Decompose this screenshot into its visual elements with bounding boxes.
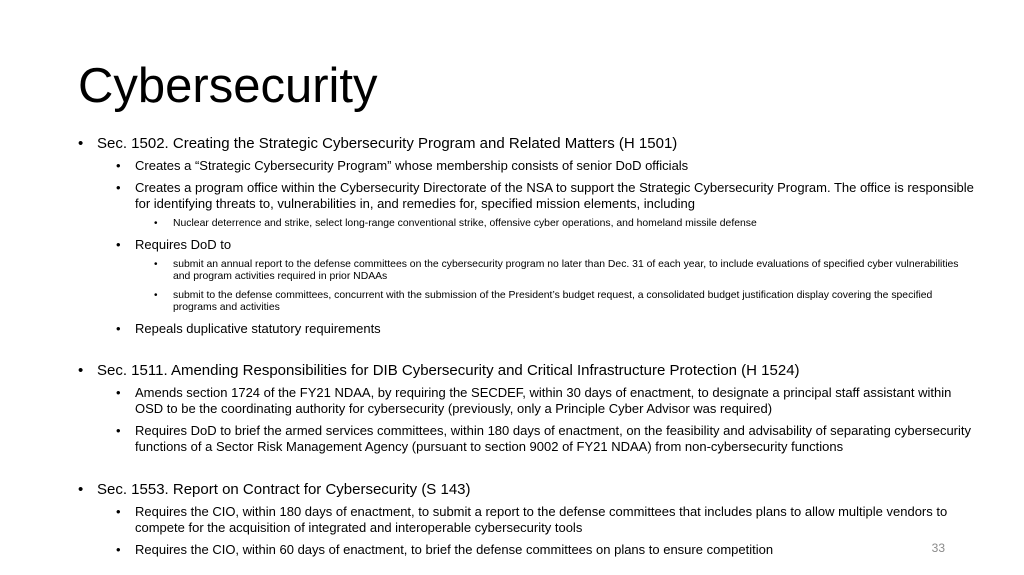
list-item-text: Requires the CIO, within 60 days of enactment, to brief the defense committees on plans to ensure competition (135, 542, 774, 557)
list-item-text: Creates a program office within the Cybersecurity Directorate of the NSA to support the Strategic Cybersecurity Program. The office is responsible for identifying threats to, vulnerabilities in, and remedies for, specified mission elements, including (135, 180, 974, 211)
bullet-icon: • (154, 290, 158, 301)
spacer (78, 343, 978, 361)
list-item (116, 180, 978, 212)
sub-list-item-text: Nuclear deterrence and strike, select long-range conventional strike, offensive cyber operations, and homeland missile defense (173, 218, 757, 229)
section-heading-text: Sec. 1511. Amending Responsibilities for DIB Cybersecurity and Critical Infrastructure Protection (H 1524) (97, 362, 800, 379)
list-item-text: Creates a “Strategic Cybersecurity Program” whose membership consists of senior DoD officials (135, 158, 689, 173)
bullet-icon: • (116, 385, 121, 400)
section-heading-text: Sec. 1553. Report on Contract for Cybersecurity (S 143) (97, 481, 471, 498)
bullet-icon: • (78, 135, 84, 152)
list-item-text: Amends section 1724 of the FY21 NDAA, by requiring the SECDEF, within 30 days of enactment, to designate a principal staff assistant within OSD to be the coordinating authority for cybersecurity (previously, only a Principle Cyber Advisor was required) (135, 385, 952, 416)
bullet-icon: • (116, 504, 121, 519)
list-item (116, 237, 978, 253)
bullet-icon: • (116, 423, 121, 438)
section-heading (78, 361, 978, 380)
page-number: 33 (931, 541, 945, 555)
bullet-icon: • (116, 321, 121, 336)
list-item-text: Repeals duplicative statutory requirements (135, 321, 381, 336)
slide-body (78, 134, 978, 564)
list-item (116, 321, 978, 337)
section-heading-text: Sec. 1502. Creating the Strategic Cybersecurity Program and Related Matters (H 1501) (97, 135, 678, 152)
list-item (116, 542, 978, 558)
slide-title: Cybersecurity (78, 59, 378, 113)
list-item (116, 504, 978, 536)
list-item (116, 423, 978, 455)
sub-list-item (154, 259, 978, 283)
sub-list-item (154, 218, 978, 230)
sub-list-item (154, 290, 978, 314)
sub-list-item-text: submit an annual report to the defense committees on the cybersecurity program no later than Dec. 31 of each year, to include evaluations of specified cyber vulnerabilities and program activities required in prior NDAAs (173, 259, 959, 282)
list-item-text: Requires DoD to brief the armed services committees, within 180 days of enactment, on the feasibility and advisability of separating cybersecurity functions of a Sector Risk Management Agency (pursuant to section 9002 of FY21 NDAA) from non-cybersecurity functions (135, 423, 972, 454)
bullet-icon: • (116, 180, 121, 195)
bullet-icon: • (154, 218, 158, 229)
bullet-icon: • (154, 259, 158, 270)
bullet-icon: • (116, 542, 121, 557)
spacer (78, 461, 978, 480)
bullet-icon: • (78, 362, 84, 379)
list-item-text: Requires the CIO, within 180 days of enactment, to submit a report to the defense committees that includes plans to allow multiple vendors to compete for the acquisition of integrated and interoperable cybersecurity tools (135, 504, 948, 535)
list-item (116, 158, 978, 174)
bullet-icon: • (116, 237, 121, 252)
bullet-icon: • (78, 481, 84, 498)
sub-list-item-text: submit to the defense committees, concurrent with the submission of the President’s budget request, a consolidated budget justification display covering the specified programs and activities (173, 290, 933, 313)
list-item (116, 385, 978, 417)
list-item-text: Requires DoD to (135, 237, 232, 252)
section-heading (78, 480, 978, 499)
section-heading (78, 134, 978, 153)
bullet-icon: • (116, 158, 121, 173)
